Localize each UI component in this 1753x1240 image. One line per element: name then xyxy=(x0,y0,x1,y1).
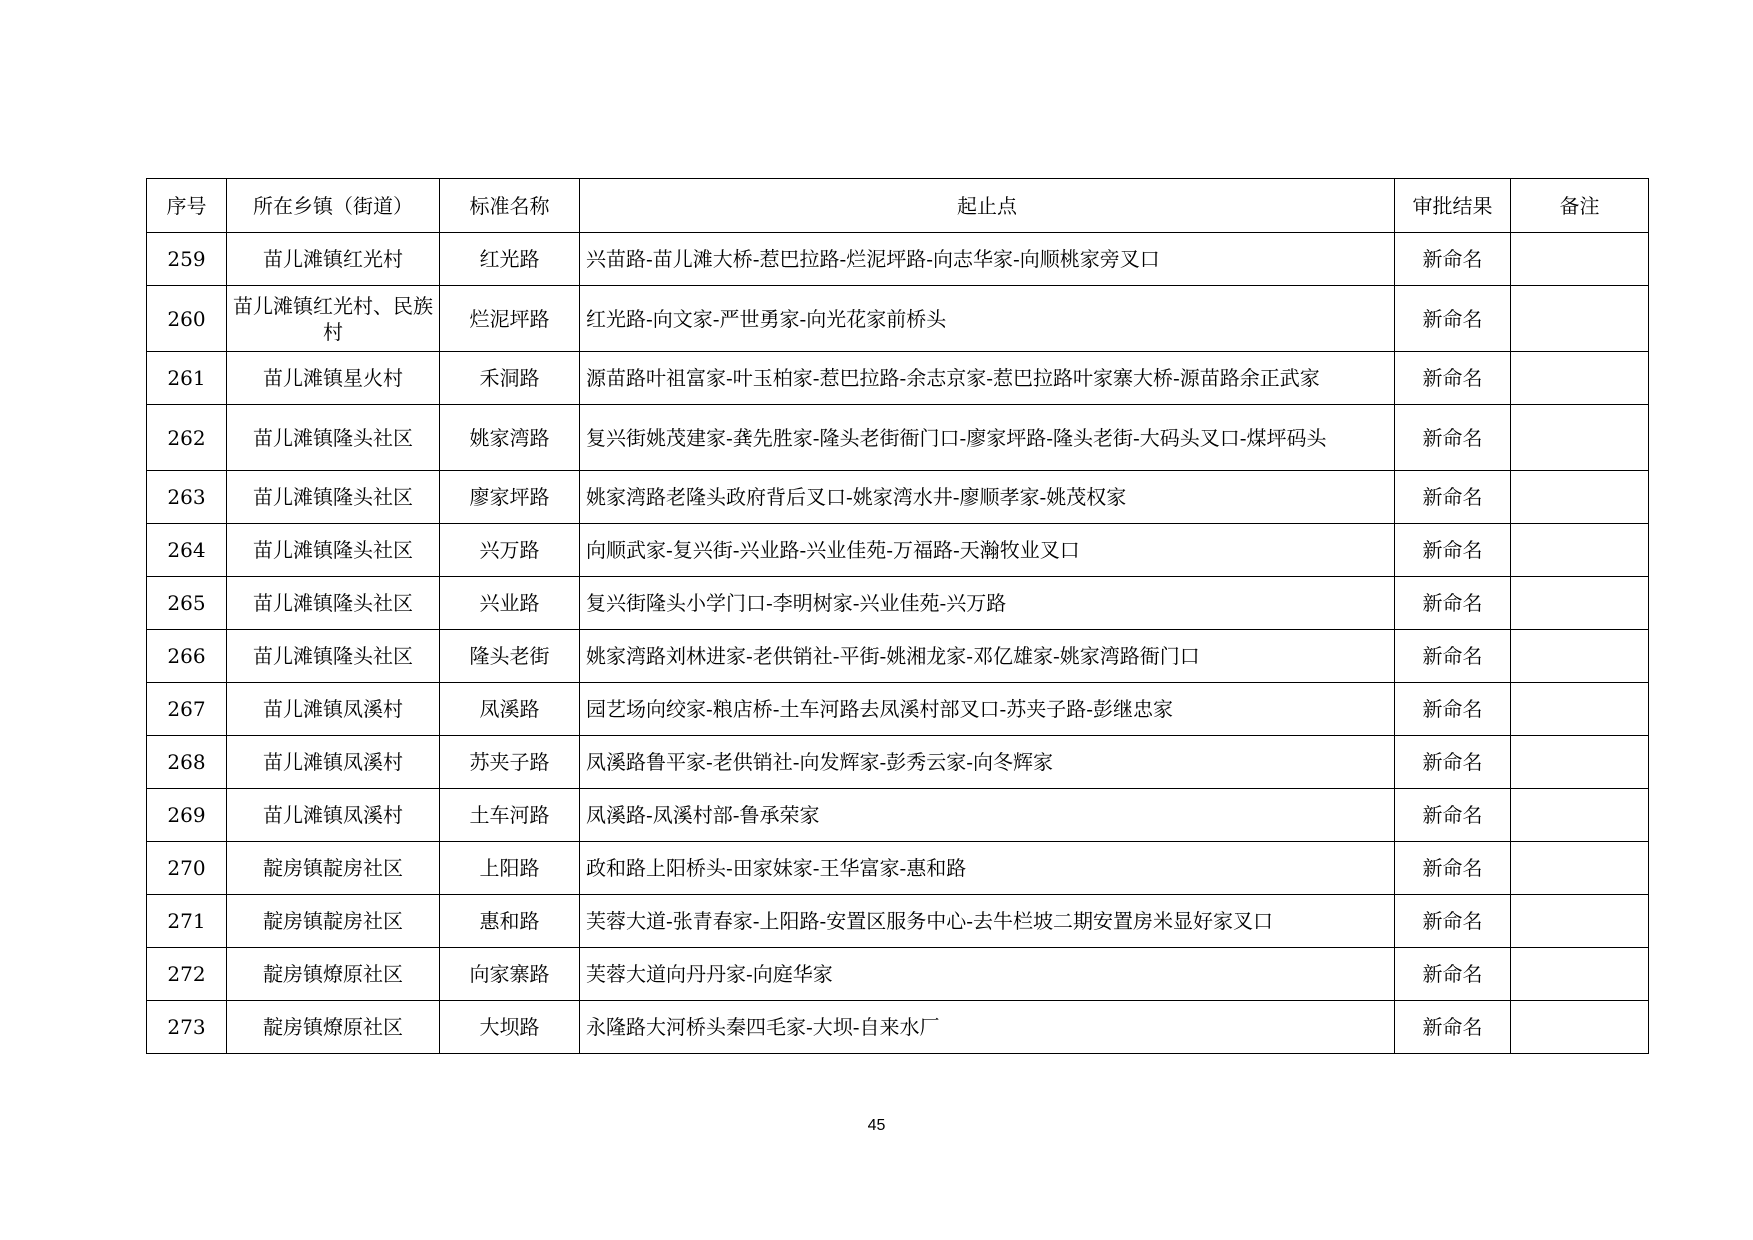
cell-town: 苗儿滩镇红光村、民族村 xyxy=(227,286,440,352)
table-row xyxy=(147,948,1649,1001)
cell-remarks xyxy=(1511,286,1649,352)
cell-route: 复兴街隆头小学门口-李明树家-兴业佳苑-兴万路 xyxy=(580,577,1395,630)
table-row xyxy=(147,286,1649,352)
cell-remarks xyxy=(1511,1001,1649,1054)
cell-route: 政和路上阳桥头-田家妹家-王华富家-惠和路 xyxy=(580,842,1395,895)
cell-serial: 273 xyxy=(147,1001,227,1054)
table-row xyxy=(147,471,1649,524)
cell-serial: 265 xyxy=(147,577,227,630)
cell-standard-name: 廖家坪路 xyxy=(440,471,580,524)
cell-approval-result: 新命名 xyxy=(1395,736,1511,789)
cell-serial: 262 xyxy=(147,405,227,471)
table-row xyxy=(147,405,1649,471)
cell-standard-name: 大坝路 xyxy=(440,1001,580,1054)
table-row xyxy=(147,736,1649,789)
cell-remarks xyxy=(1511,524,1649,577)
cell-town: 苗儿滩镇凤溪村 xyxy=(227,736,440,789)
cell-town: 靛房镇燎原社区 xyxy=(227,948,440,1001)
table-row xyxy=(147,1001,1649,1054)
header-town: 所在乡镇（街道） xyxy=(227,179,440,233)
cell-town: 苗儿滩镇隆头社区 xyxy=(227,577,440,630)
cell-route: 姚家湾路刘林进家-老供销社-平街-姚湘龙家-邓亿雄家-姚家湾路衙门口 xyxy=(580,630,1395,683)
cell-serial: 270 xyxy=(147,842,227,895)
cell-remarks xyxy=(1511,948,1649,1001)
table-row xyxy=(147,683,1649,736)
cell-serial: 269 xyxy=(147,789,227,842)
cell-remarks xyxy=(1511,577,1649,630)
cell-serial: 260 xyxy=(147,286,227,352)
cell-standard-name: 土车河路 xyxy=(440,789,580,842)
cell-remarks xyxy=(1511,405,1649,471)
table-body xyxy=(147,233,1649,1054)
cell-approval-result: 新命名 xyxy=(1395,948,1511,1001)
cell-town: 苗儿滩镇红光村 xyxy=(227,233,440,286)
cell-route: 芙蓉大道-张青春家-上阳路-安置区服务中心-去牛栏坡二期安置房米显好家叉口 xyxy=(580,895,1395,948)
cell-approval-result: 新命名 xyxy=(1395,842,1511,895)
cell-town: 苗儿滩镇隆头社区 xyxy=(227,471,440,524)
cell-route: 向顺武家-复兴街-兴业路-兴业佳苑-万福路-天瀚牧业叉口 xyxy=(580,524,1395,577)
cell-remarks xyxy=(1511,842,1649,895)
cell-standard-name: 隆头老街 xyxy=(440,630,580,683)
header-standard-name: 标准名称 xyxy=(440,179,580,233)
cell-approval-result: 新命名 xyxy=(1395,577,1511,630)
table-row xyxy=(147,233,1649,286)
cell-serial: 259 xyxy=(147,233,227,286)
cell-standard-name: 向家寨路 xyxy=(440,948,580,1001)
cell-remarks xyxy=(1511,471,1649,524)
cell-route: 红光路-向文家-严世勇家-向光花家前桥头 xyxy=(580,286,1395,352)
cell-town: 苗儿滩镇隆头社区 xyxy=(227,405,440,471)
cell-approval-result: 新命名 xyxy=(1395,286,1511,352)
cell-approval-result: 新命名 xyxy=(1395,233,1511,286)
cell-approval-result: 新命名 xyxy=(1395,683,1511,736)
table-row xyxy=(147,630,1649,683)
cell-serial: 271 xyxy=(147,895,227,948)
cell-town: 苗儿滩镇隆头社区 xyxy=(227,524,440,577)
cell-approval-result: 新命名 xyxy=(1395,895,1511,948)
header-route: 起止点 xyxy=(580,179,1395,233)
cell-route: 凤溪路-凤溪村部-鲁承荣家 xyxy=(580,789,1395,842)
cell-town: 苗儿滩镇星火村 xyxy=(227,352,440,405)
cell-standard-name: 禾洞路 xyxy=(440,352,580,405)
table-row xyxy=(147,524,1649,577)
table-row xyxy=(147,352,1649,405)
cell-route: 永隆路大河桥头秦四毛家-大坝-自来水厂 xyxy=(580,1001,1395,1054)
cell-remarks xyxy=(1511,895,1649,948)
cell-town: 靛房镇燎原社区 xyxy=(227,1001,440,1054)
header-approval-result: 审批结果 xyxy=(1395,179,1511,233)
cell-town: 苗儿滩镇隆头社区 xyxy=(227,630,440,683)
cell-remarks xyxy=(1511,736,1649,789)
cell-approval-result: 新命名 xyxy=(1395,524,1511,577)
table-row xyxy=(147,842,1649,895)
cell-route: 凤溪路鲁平家-老供销社-向发辉家-彭秀云家-向冬辉家 xyxy=(580,736,1395,789)
cell-town: 靛房镇靛房社区 xyxy=(227,842,440,895)
cell-standard-name: 凤溪路 xyxy=(440,683,580,736)
cell-route: 兴苗路-苗儿滩大桥-惹巴拉路-烂泥坪路-向志华家-向顺桃家旁叉口 xyxy=(580,233,1395,286)
cell-serial: 266 xyxy=(147,630,227,683)
cell-serial: 268 xyxy=(147,736,227,789)
cell-serial: 267 xyxy=(147,683,227,736)
header-serial: 序号 xyxy=(147,179,227,233)
cell-remarks xyxy=(1511,630,1649,683)
cell-approval-result: 新命名 xyxy=(1395,471,1511,524)
cell-route: 复兴街姚茂建家-龚先胜家-隆头老街衙门口-廖家坪路-隆头老街-大码头叉口-煤坪码头 xyxy=(580,405,1395,471)
cell-route: 姚家湾路老隆头政府背后叉口-姚家湾水井-廖顺孝家-姚茂权家 xyxy=(580,471,1395,524)
cell-approval-result: 新命名 xyxy=(1395,352,1511,405)
cell-approval-result: 新命名 xyxy=(1395,1001,1511,1054)
table-header-row xyxy=(147,179,1649,233)
cell-standard-name: 兴业路 xyxy=(440,577,580,630)
cell-serial: 261 xyxy=(147,352,227,405)
cell-remarks xyxy=(1511,683,1649,736)
cell-route: 芙蓉大道向丹丹家-向庭华家 xyxy=(580,948,1395,1001)
cell-standard-name: 惠和路 xyxy=(440,895,580,948)
cell-town: 苗儿滩镇凤溪村 xyxy=(227,789,440,842)
table-row xyxy=(147,789,1649,842)
cell-standard-name: 苏夹子路 xyxy=(440,736,580,789)
cell-standard-name: 烂泥坪路 xyxy=(440,286,580,352)
cell-town: 靛房镇靛房社区 xyxy=(227,895,440,948)
cell-remarks xyxy=(1511,352,1649,405)
cell-standard-name: 红光路 xyxy=(440,233,580,286)
table-row xyxy=(147,577,1649,630)
cell-approval-result: 新命名 xyxy=(1395,789,1511,842)
cell-standard-name: 姚家湾路 xyxy=(440,405,580,471)
cell-town: 苗儿滩镇凤溪村 xyxy=(227,683,440,736)
cell-approval-result: 新命名 xyxy=(1395,630,1511,683)
cell-route: 源苗路叶祖富家-叶玉柏家-惹巴拉路-余志京家-惹巴拉路叶家寨大桥-源苗路余正武家 xyxy=(580,352,1395,405)
cell-serial: 264 xyxy=(147,524,227,577)
cell-serial: 263 xyxy=(147,471,227,524)
table-row xyxy=(147,895,1649,948)
cell-remarks xyxy=(1511,233,1649,286)
cell-standard-name: 兴万路 xyxy=(440,524,580,577)
page-number: 45 xyxy=(867,1117,886,1134)
cell-route: 园艺场向绞家-粮店桥-土车河路去凤溪村部叉口-苏夹子路-彭继忠家 xyxy=(580,683,1395,736)
cell-remarks xyxy=(1511,789,1649,842)
cell-standard-name: 上阳路 xyxy=(440,842,580,895)
cell-serial: 272 xyxy=(147,948,227,1001)
cell-approval-result: 新命名 xyxy=(1395,405,1511,471)
header-remarks: 备注 xyxy=(1511,179,1649,233)
road-naming-table xyxy=(146,178,1649,1054)
